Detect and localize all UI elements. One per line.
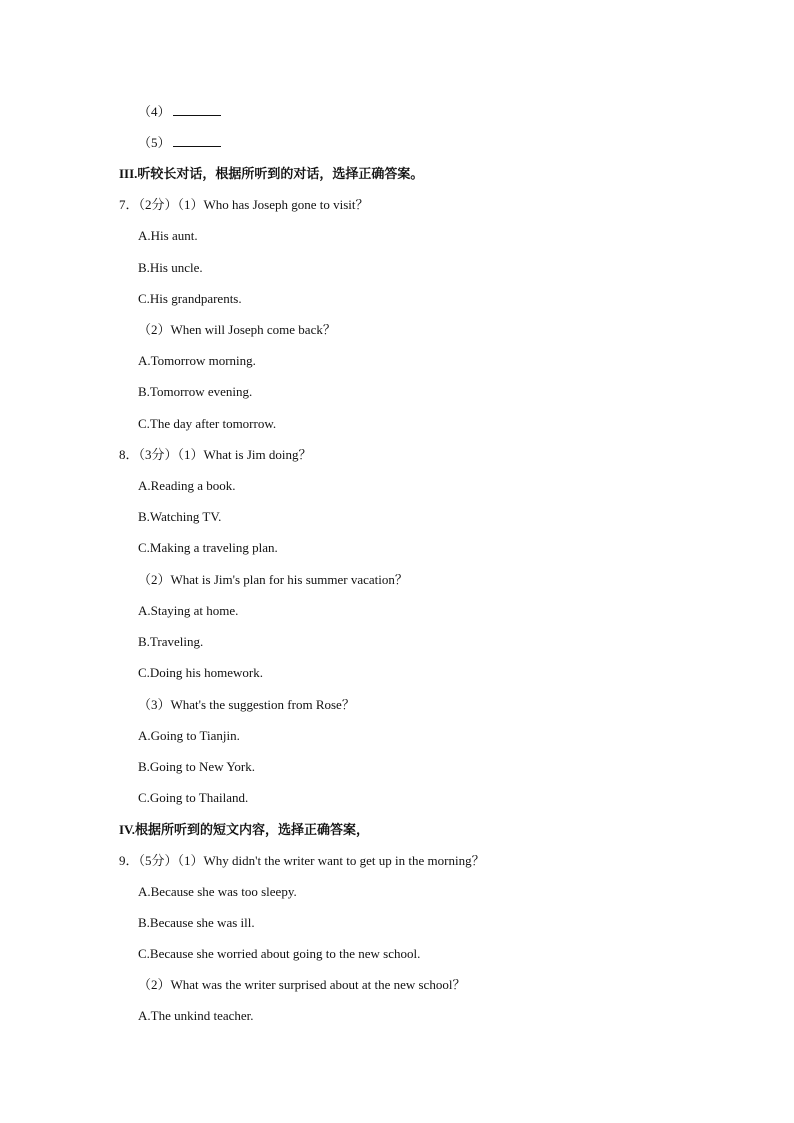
q7-option: B.His uncle. <box>138 260 203 275</box>
q9-option: A.Because she was too sleepy. <box>138 884 297 899</box>
q7-option: B.Tomorrow evening. <box>138 384 253 399</box>
q7-option: A.Tomorrow morning. <box>138 353 256 368</box>
q9-option: C.Because she worried about going to the new school. <box>138 946 421 961</box>
q9-option: A.The unkind teacher. <box>138 1008 254 1023</box>
q7-option: C.The day after tomorrow. <box>138 416 277 431</box>
q8-option: A.Staying at home. <box>138 603 239 618</box>
q9-subquestion-2: （2）What was the writer surprised about at the new school？ <box>138 977 466 992</box>
blank-label: （5） <box>138 135 171 150</box>
q8-option: C.Making a traveling plan. <box>138 540 278 555</box>
section-title-iv: IV.根据所听到的短文内容，选择正确答案， <box>119 822 370 837</box>
q7-subquestion-2: （2）When will Joseph come back？ <box>138 322 336 337</box>
q8-option: B.Traveling. <box>138 634 204 649</box>
q7-option: A.His aunt. <box>138 228 198 243</box>
blank-item-4 <box>138 104 221 120</box>
q8-option: B.Watching TV. <box>138 509 222 524</box>
blank-item-5 <box>138 135 221 151</box>
question-7-head: 7．（2分）（1）Who has Joseph gone to visit？ <box>119 197 369 212</box>
question-9-head: 9．（5分）（1）Why didn't the writer want to get up in the morning？ <box>119 853 485 868</box>
q8-option: C.Going to Thailand. <box>138 790 249 805</box>
q8-subquestion-2: （2）What is Jim's plan for his summer vacation？ <box>138 572 408 587</box>
q9-option: B.Because she was ill. <box>138 915 255 930</box>
q8-subquestion-3: （3）What's the suggestion from Rose？ <box>138 697 355 712</box>
q7-option: C.His grandparents. <box>138 291 242 306</box>
answer-blank <box>173 104 221 116</box>
q8-option: A.Reading a book. <box>138 478 236 493</box>
q8-option: B.Going to New York. <box>138 759 256 774</box>
blank-label: （4） <box>138 104 171 119</box>
q8-option: C.Doing his homework. <box>138 665 263 680</box>
q8-option: A.Going to Tianjin. <box>138 728 240 743</box>
question-8-head: 8．（3分）（1）What is Jim doing？ <box>119 447 312 462</box>
section-title-iii: III.听较长对话，根据所听到的对话，选择正确答案。 <box>119 166 424 181</box>
answer-blank <box>173 135 221 147</box>
